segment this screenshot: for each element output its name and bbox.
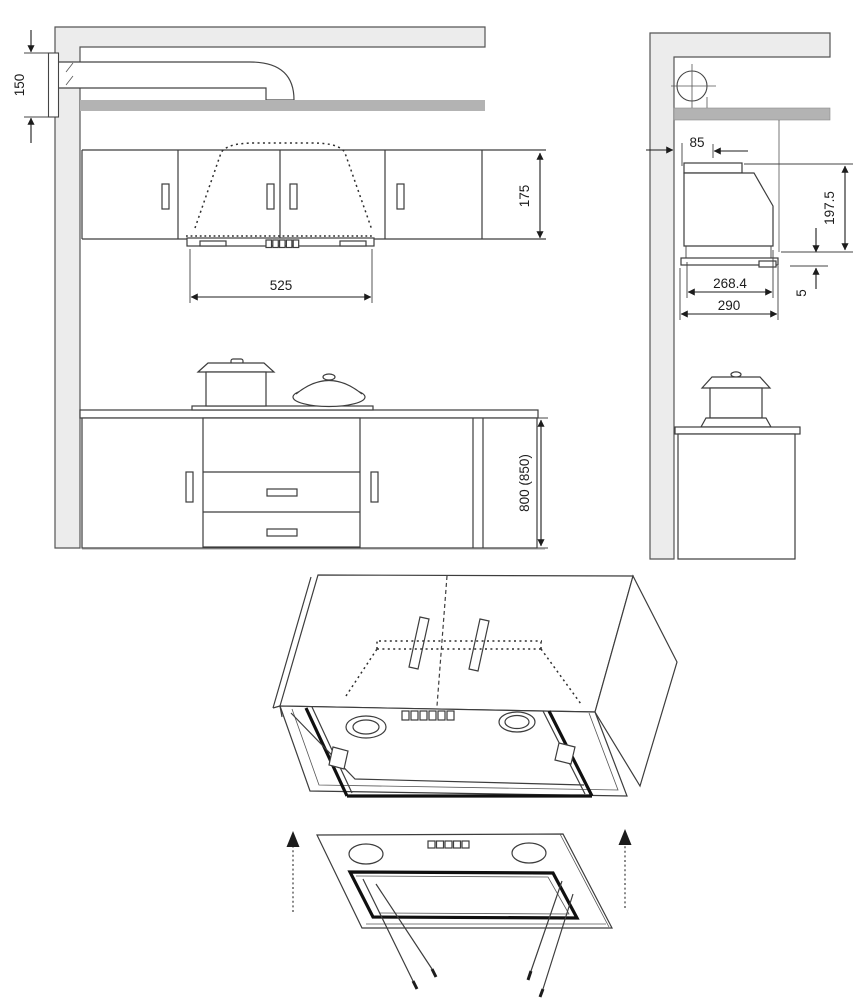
- bottom-panel-view: [287, 829, 632, 997]
- dimension-upper-cabinet-height: [517, 153, 540, 238]
- dimension-label-85: 85: [689, 135, 705, 150]
- dimension-duct-height: [12, 30, 48, 143]
- hood-lamp: [340, 241, 366, 246]
- hood-control-buttons: [266, 240, 299, 248]
- upper-cabinets: [82, 150, 546, 239]
- base-cabinet: [82, 418, 537, 548]
- dimension-panel-protrusion: [790, 228, 828, 297]
- cabinet-door-handle: [290, 184, 297, 209]
- front-elevation-view: [12, 27, 548, 549]
- cooking-pot: [198, 359, 274, 406]
- cabinet-door-handle: [162, 184, 169, 209]
- dimension-label-800-850: 800 (850): [517, 454, 532, 512]
- dimension-label-5: 5: [794, 289, 809, 297]
- base-door-handle: [371, 472, 378, 502]
- cabinet-front-face: [280, 575, 633, 712]
- drawer-handle: [267, 529, 297, 536]
- side-cooking-pot: [701, 372, 771, 427]
- hood-bottom-panel-front: [187, 238, 374, 248]
- hood-side-profile: [681, 163, 778, 267]
- cabinet-door-handle: [397, 184, 404, 209]
- wok-pan: [293, 374, 365, 407]
- filter-clip: [329, 747, 348, 769]
- up-arrow: [619, 829, 632, 845]
- dimension-label-525: 525: [269, 278, 293, 293]
- panel-lamp: [349, 844, 383, 864]
- up-arrow: [287, 831, 300, 847]
- dimension-label-197-5: 197.5: [822, 191, 837, 225]
- hood-isometric-view: [273, 575, 677, 796]
- duct-outlet: [671, 64, 716, 108]
- base-door-handle: [186, 472, 193, 502]
- dimension-label-268-4: 268.4: [713, 276, 747, 291]
- worktop-and-cooktop: [80, 406, 538, 418]
- side-soffit-panel: [674, 108, 830, 120]
- dimension-hood-body-depth: [687, 250, 773, 298]
- panel-lamp: [512, 843, 546, 863]
- dimension-label-175: 175: [517, 184, 532, 208]
- side-base-cabinet: [675, 427, 800, 559]
- panel-control-buttons: [428, 841, 469, 848]
- mounting-bracket: [684, 163, 742, 173]
- screw-tip: [413, 969, 543, 997]
- dimension-bottom-panel-depth: [680, 266, 778, 320]
- dimension-label-150: 150: [12, 73, 27, 97]
- duct-flange: [49, 53, 59, 117]
- hood-lamp: [200, 241, 226, 246]
- dimension-label-290: 290: [717, 298, 741, 313]
- drawer-handle: [267, 489, 297, 496]
- filter-clip: [555, 743, 575, 764]
- side-elevation-view: [646, 33, 853, 559]
- dimension-hood-recess-width: [190, 249, 372, 303]
- cabinet-door-handle: [267, 184, 274, 209]
- soffit-panel: [80, 100, 485, 111]
